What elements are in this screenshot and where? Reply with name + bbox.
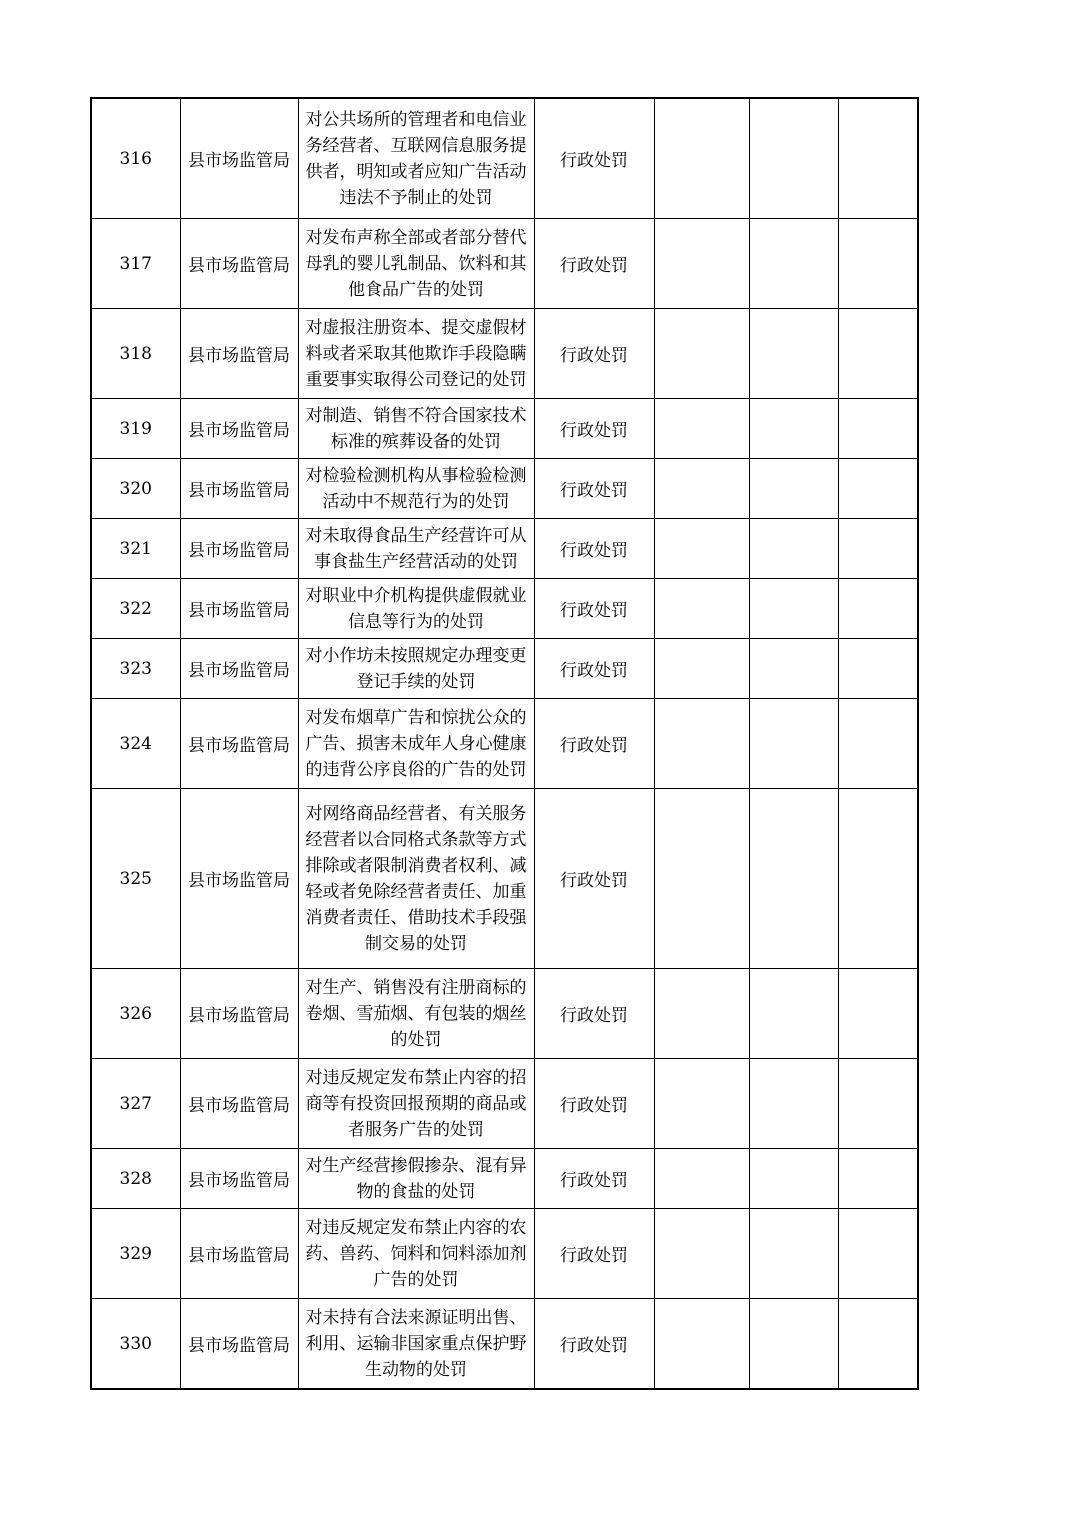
serial-number: 330	[119, 1333, 152, 1354]
power-item-name: 对未取得食品生产经营许可从事食盐生产经营活动的处罚	[305, 525, 527, 572]
power-item-name: 对制造、销售不符合国家技术标准的殡葬设备的处罚	[305, 405, 527, 452]
department-name: 县市场监管局	[188, 1246, 290, 1266]
table-row	[91, 219, 918, 309]
power-category: 行政处罚	[560, 661, 628, 681]
empty-column-6-cell	[749, 219, 838, 309]
department-name: 县市场监管局	[188, 151, 290, 171]
serial-number-cell	[91, 98, 180, 219]
empty-column-5-cell	[654, 1299, 749, 1390]
power-category: 行政处罚	[560, 541, 628, 561]
empty-column-6-cell	[749, 1059, 838, 1149]
empty-column-6-cell	[749, 309, 838, 399]
serial-number-cell	[91, 1209, 180, 1299]
power-item-name-cell	[298, 789, 534, 969]
power-category: 行政处罚	[560, 736, 628, 756]
power-category-cell	[534, 579, 654, 639]
serial-number-cell	[91, 399, 180, 459]
power-category-cell	[534, 1299, 654, 1390]
department-name: 县市场监管局	[188, 541, 290, 561]
empty-column-5-cell	[654, 459, 749, 519]
table-row	[91, 1059, 918, 1149]
empty-column-6-cell	[749, 699, 838, 789]
power-category: 行政处罚	[560, 1096, 628, 1116]
power-category-cell	[534, 309, 654, 399]
power-item-name-cell	[298, 579, 534, 639]
department-name-cell	[180, 579, 298, 639]
empty-column-5-cell	[654, 1209, 749, 1299]
power-item-name: 对违反规定发布禁止内容的农药、兽药、饲料和饲料添加剂广告的处罚	[305, 1217, 527, 1290]
serial-number-cell	[91, 519, 180, 579]
empty-column-5-cell	[654, 969, 749, 1059]
power-category: 行政处罚	[560, 151, 628, 171]
serial-number-cell	[91, 969, 180, 1059]
serial-number-cell	[91, 1299, 180, 1390]
power-item-name-cell	[298, 699, 534, 789]
department-name-cell	[180, 1299, 298, 1390]
power-category-cell	[534, 98, 654, 219]
power-item-name-cell	[298, 969, 534, 1059]
empty-column-6-cell	[749, 1299, 838, 1390]
empty-column-5-cell	[654, 579, 749, 639]
department-name: 县市场监管局	[188, 1006, 290, 1026]
department-name-cell	[180, 399, 298, 459]
power-item-name-cell	[298, 399, 534, 459]
department-name: 县市场监管局	[188, 346, 290, 366]
empty-column-7-cell	[838, 1299, 918, 1390]
serial-number: 322	[119, 598, 152, 619]
serial-number: 321	[119, 538, 152, 559]
power-category-cell	[534, 519, 654, 579]
department-name-cell	[180, 1059, 298, 1149]
serial-number: 325	[119, 868, 152, 889]
department-name-cell	[180, 1149, 298, 1209]
table-row	[91, 1149, 918, 1209]
power-category-cell	[534, 969, 654, 1059]
serial-number: 328	[119, 1168, 152, 1189]
empty-column-5-cell	[654, 1149, 749, 1209]
empty-column-7-cell	[838, 579, 918, 639]
power-category: 行政处罚	[560, 1171, 628, 1191]
empty-column-6-cell	[749, 969, 838, 1059]
serial-number-cell	[91, 1149, 180, 1209]
department-name-cell	[180, 639, 298, 699]
empty-column-7-cell	[838, 1209, 918, 1299]
power-category: 行政处罚	[560, 421, 628, 441]
empty-column-7-cell	[838, 1149, 918, 1209]
empty-column-5-cell	[654, 789, 749, 969]
power-item-name-cell	[298, 98, 534, 219]
department-name-cell	[180, 789, 298, 969]
power-item-name-cell	[298, 1149, 534, 1209]
power-item-name: 对发布声称全部或者部分替代母乳的婴儿乳制品、饮料和其他食品广告的处罚	[305, 227, 527, 300]
department-name: 县市场监管局	[188, 1171, 290, 1191]
serial-number-cell	[91, 699, 180, 789]
power-category-cell	[534, 789, 654, 969]
department-name: 县市场监管局	[188, 256, 290, 276]
table-row	[91, 519, 918, 579]
serial-number: 323	[119, 658, 152, 679]
empty-column-6-cell	[749, 519, 838, 579]
department-name-cell	[180, 309, 298, 399]
serial-number-cell	[91, 219, 180, 309]
serial-number-cell	[91, 1059, 180, 1149]
power-item-name: 对发布烟草广告和惊扰公众的广告、损害未成年人身心健康的违背公序良俗的广告的处罚	[305, 707, 527, 780]
power-item-name-cell	[298, 639, 534, 699]
power-item-name: 对小作坊未按照规定办理变更登记手续的处罚	[305, 645, 527, 692]
empty-column-5-cell	[654, 98, 749, 219]
power-category-cell	[534, 639, 654, 699]
empty-column-7-cell	[838, 459, 918, 519]
power-item-name: 对公共场所的管理者和电信业务经营者、互联网信息服务提供者，明知或者应知广告活动违法不予制止的处罚	[305, 109, 527, 208]
power-category: 行政处罚	[560, 1246, 628, 1266]
power-category-cell	[534, 1059, 654, 1149]
serial-number: 318	[119, 343, 152, 364]
power-item-name: 对虚报注册资本、提交虚假材料或者采取其他欺诈手段隐瞒重要事实取得公司登记的处罚	[305, 317, 527, 390]
department-name: 县市场监管局	[188, 661, 290, 681]
power-item-name-cell	[298, 519, 534, 579]
power-category-cell	[534, 459, 654, 519]
power-item-name: 对检验检测机构从事检验检测活动中不规范行为的处罚	[305, 465, 527, 512]
power-item-name-cell	[298, 309, 534, 399]
department-name: 县市场监管局	[188, 871, 290, 891]
power-list-table	[90, 97, 919, 1390]
department-name-cell	[180, 459, 298, 519]
power-category-cell	[534, 399, 654, 459]
empty-column-5-cell	[654, 699, 749, 789]
table-row	[91, 1209, 918, 1299]
table-body	[91, 98, 918, 1389]
department-name-cell	[180, 98, 298, 219]
serial-number: 317	[119, 253, 152, 274]
power-item-name-cell	[298, 1209, 534, 1299]
power-category: 行政处罚	[560, 346, 628, 366]
table-row	[91, 699, 918, 789]
power-category-cell	[534, 1149, 654, 1209]
power-item-name: 对未持有合法来源证明出售、利用、运输非国家重点保护野生动物的处罚	[305, 1307, 527, 1380]
department-name: 县市场监管局	[188, 1096, 290, 1116]
table-row	[91, 639, 918, 699]
power-item-name: 对生产、销售没有注册商标的卷烟、雪茄烟、有包装的烟丝的处罚	[305, 977, 527, 1050]
serial-number: 319	[119, 418, 152, 439]
department-name: 县市场监管局	[188, 1336, 290, 1356]
table-row	[91, 459, 918, 519]
department-name: 县市场监管局	[188, 481, 290, 501]
serial-number: 316	[119, 148, 152, 169]
empty-column-7-cell	[838, 699, 918, 789]
table-row	[91, 579, 918, 639]
empty-column-7-cell	[838, 309, 918, 399]
power-category-cell	[534, 699, 654, 789]
department-name-cell	[180, 969, 298, 1059]
table-row	[91, 1299, 918, 1390]
department-name-cell	[180, 219, 298, 309]
power-item-name: 对违反规定发布禁止内容的招商等有投资回报预期的商品或者服务广告的处罚	[305, 1067, 527, 1140]
empty-column-7-cell	[838, 519, 918, 579]
empty-column-7-cell	[838, 219, 918, 309]
power-category-cell	[534, 219, 654, 309]
table-row	[91, 399, 918, 459]
serial-number-cell	[91, 789, 180, 969]
serial-number: 327	[119, 1093, 152, 1114]
empty-column-5-cell	[654, 639, 749, 699]
empty-column-7-cell	[838, 969, 918, 1059]
department-name-cell	[180, 519, 298, 579]
power-category: 行政处罚	[560, 601, 628, 621]
empty-column-7-cell	[838, 399, 918, 459]
empty-column-6-cell	[749, 1149, 838, 1209]
empty-column-5-cell	[654, 1059, 749, 1149]
empty-column-6-cell	[749, 459, 838, 519]
empty-column-6-cell	[749, 98, 838, 219]
department-name-cell	[180, 699, 298, 789]
power-category: 行政处罚	[560, 481, 628, 501]
serial-number-cell	[91, 459, 180, 519]
table-row	[91, 98, 918, 219]
empty-column-6-cell	[749, 639, 838, 699]
power-item-name-cell	[298, 1059, 534, 1149]
serial-number-cell	[91, 579, 180, 639]
power-category-cell	[534, 1209, 654, 1299]
empty-column-7-cell	[838, 639, 918, 699]
empty-column-7-cell	[838, 98, 918, 219]
empty-column-6-cell	[749, 789, 838, 969]
power-item-name: 对职业中介机构提供虚假就业信息等行为的处罚	[305, 585, 527, 632]
serial-number: 329	[119, 1243, 152, 1264]
empty-column-5-cell	[654, 519, 749, 579]
empty-column-7-cell	[838, 789, 918, 969]
table-row	[91, 309, 918, 399]
power-item-name: 对生产经营掺假掺杂、混有异物的食盐的处罚	[305, 1155, 527, 1202]
empty-column-5-cell	[654, 219, 749, 309]
department-name-cell	[180, 1209, 298, 1299]
power-category: 行政处罚	[560, 256, 628, 276]
power-item-name-cell	[298, 459, 534, 519]
table-row	[91, 789, 918, 969]
power-category: 行政处罚	[560, 1336, 628, 1356]
power-item-name-cell	[298, 1299, 534, 1390]
table-row	[91, 969, 918, 1059]
serial-number-cell	[91, 639, 180, 699]
serial-number: 324	[119, 733, 152, 754]
department-name: 县市场监管局	[188, 421, 290, 441]
serial-number-cell	[91, 309, 180, 399]
department-name: 县市场监管局	[188, 601, 290, 621]
empty-column-5-cell	[654, 399, 749, 459]
power-category: 行政处罚	[560, 871, 628, 891]
serial-number: 326	[119, 1003, 152, 1024]
empty-column-7-cell	[838, 1059, 918, 1149]
power-item-name: 对网络商品经营者、有关服务经营者以合同格式条款等方式排除或者限制消费者权利、减轻或者免除经营者责任、加重消费者责任、借助技术手段强制交易的处罚	[305, 803, 527, 954]
empty-column-6-cell	[749, 1209, 838, 1299]
department-name: 县市场监管局	[188, 736, 290, 756]
empty-column-6-cell	[749, 579, 838, 639]
power-category: 行政处罚	[560, 1006, 628, 1026]
power-item-name-cell	[298, 219, 534, 309]
empty-column-6-cell	[749, 399, 838, 459]
serial-number: 320	[119, 478, 152, 499]
empty-column-5-cell	[654, 309, 749, 399]
